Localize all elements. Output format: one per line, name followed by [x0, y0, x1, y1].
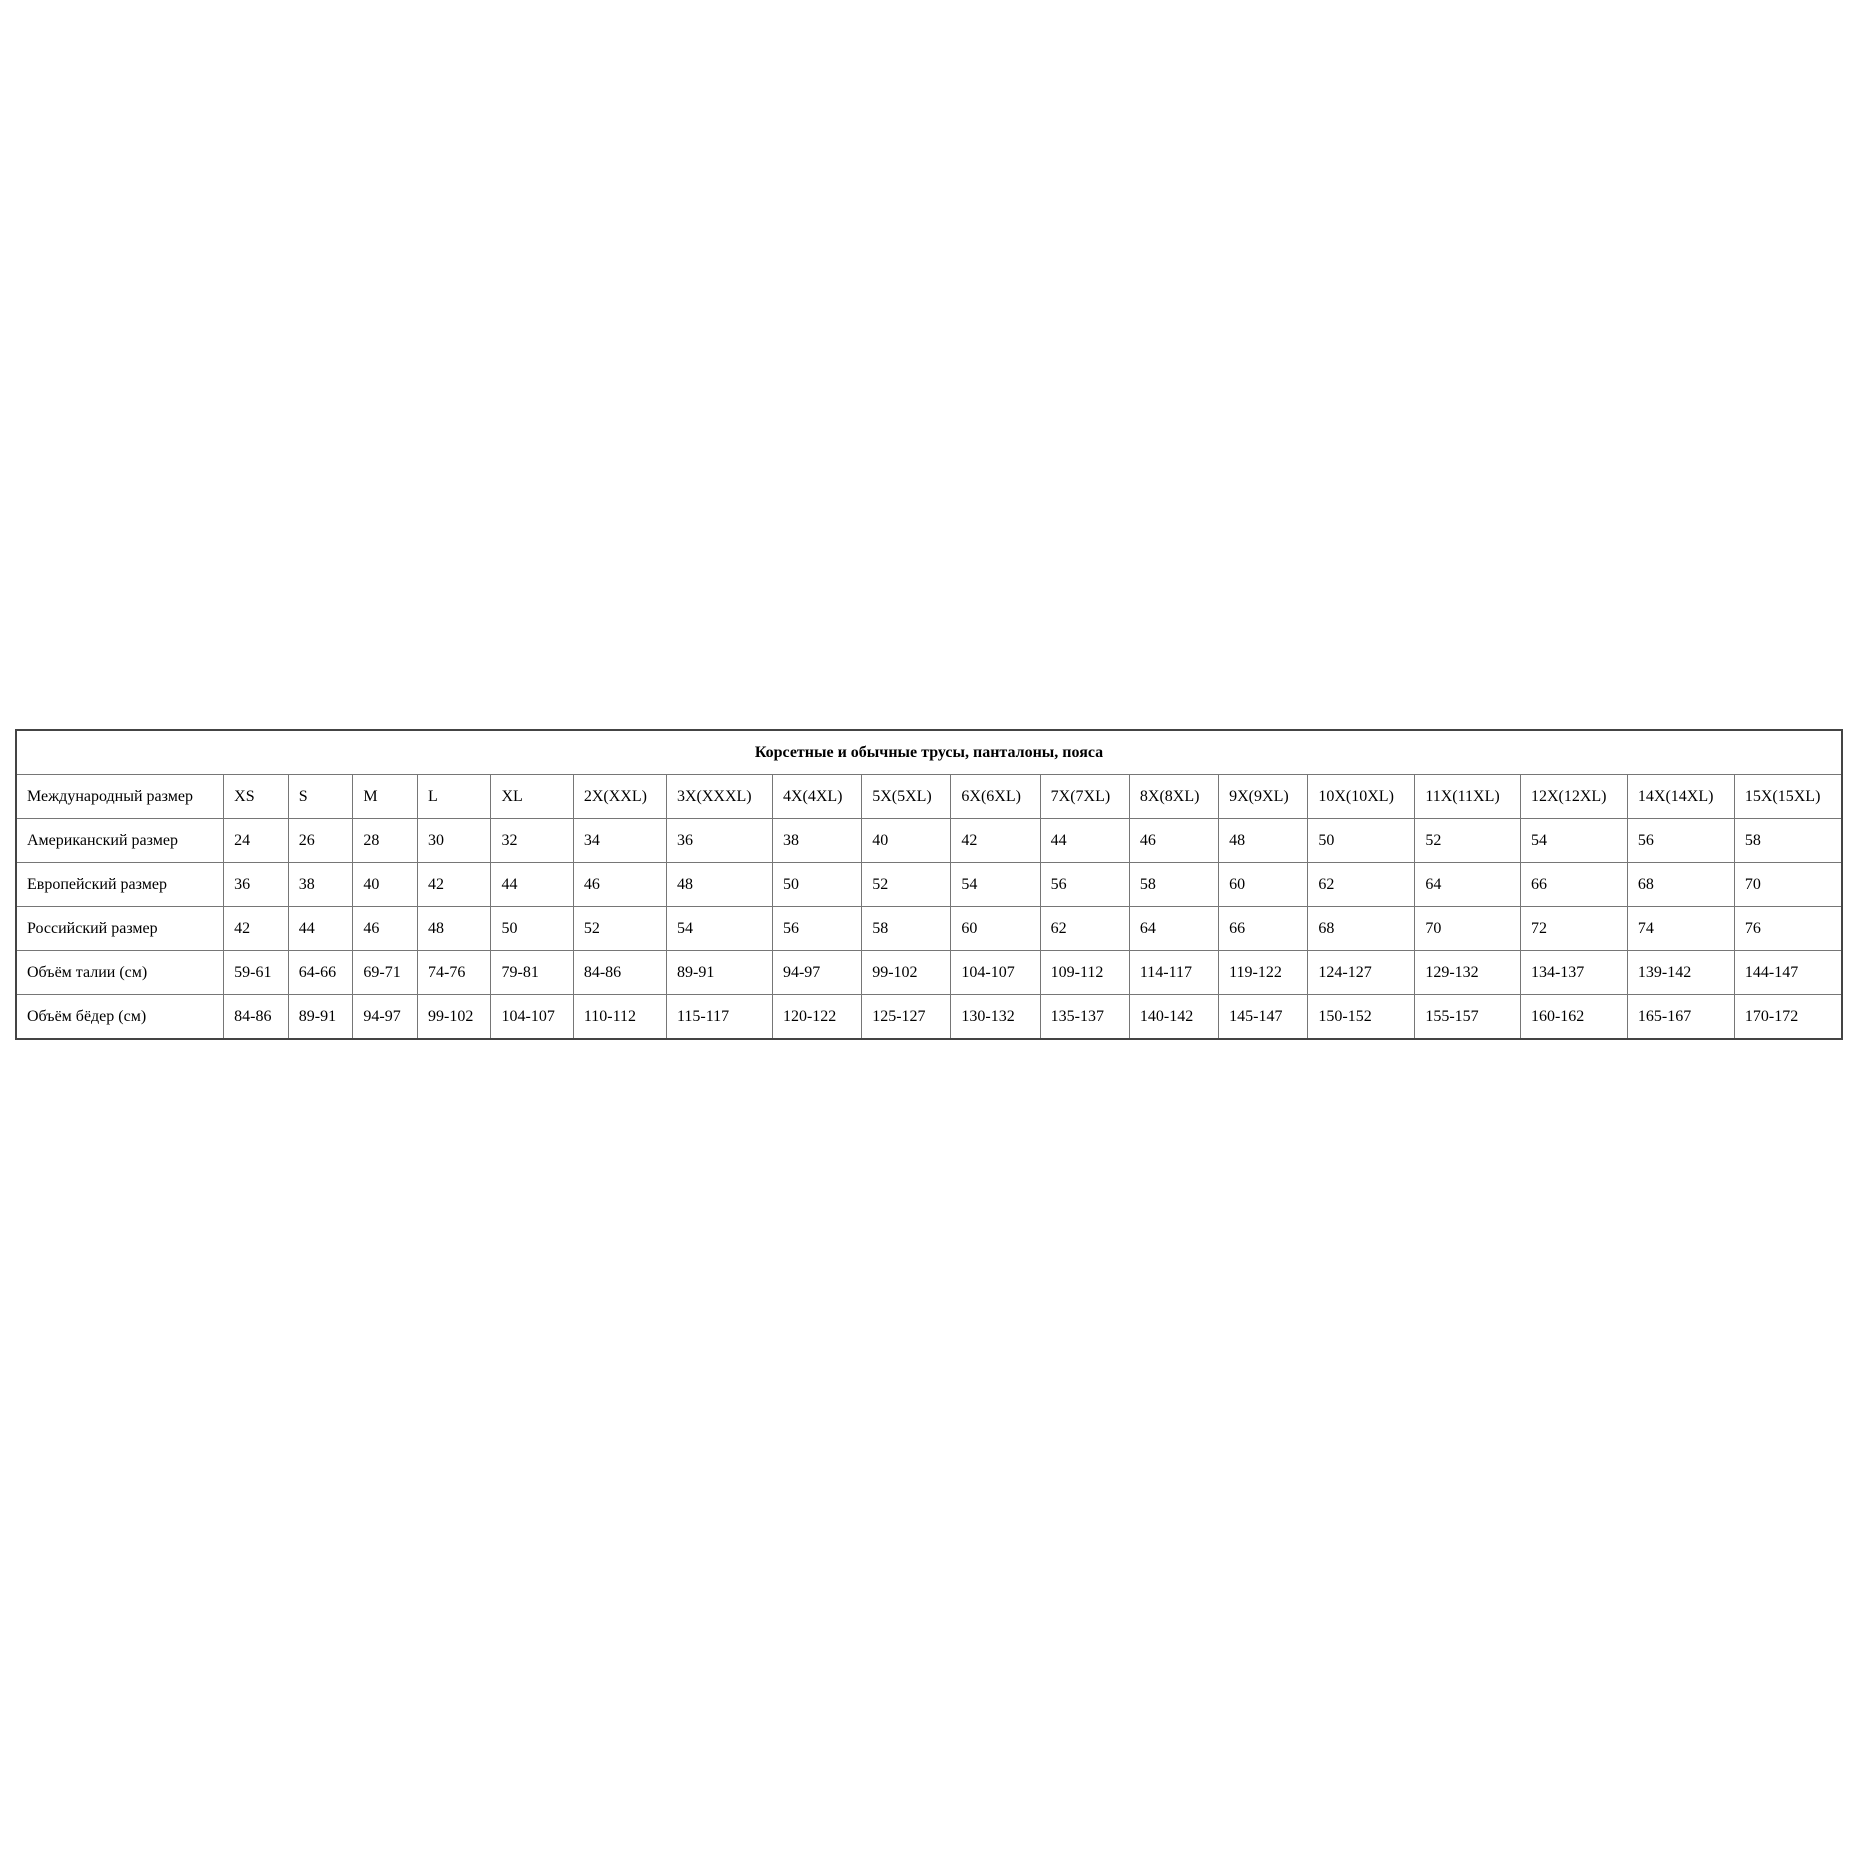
table-cell: 64 — [1129, 907, 1218, 951]
table-cell: 50 — [772, 863, 861, 907]
table-cell: 44 — [288, 907, 353, 951]
table-cell: 89-91 — [288, 995, 353, 1040]
table-cell: 70 — [1734, 863, 1842, 907]
table-cell: 50 — [1308, 819, 1415, 863]
table-cell: 129-132 — [1415, 951, 1521, 995]
table-cell: 54 — [666, 907, 772, 951]
table-cell: XL — [491, 775, 573, 819]
table-cell: 12X(12XL) — [1520, 775, 1627, 819]
table-cell: 52 — [1415, 819, 1521, 863]
table-cell: 60 — [1219, 863, 1308, 907]
table-cell: 3X(XXXL) — [666, 775, 772, 819]
table-cell: 34 — [573, 819, 666, 863]
table-cell: 104-107 — [951, 951, 1040, 995]
table-cell: 42 — [951, 819, 1040, 863]
table-cell: 42 — [418, 863, 491, 907]
row-label: Американский размер — [16, 819, 224, 863]
table-cell: 36 — [224, 863, 289, 907]
table-cell: 84-86 — [573, 951, 666, 995]
table-cell: 2X(XXL) — [573, 775, 666, 819]
table-cell: 10X(10XL) — [1308, 775, 1415, 819]
table-cell: 74-76 — [418, 951, 491, 995]
table-cell: 6X(6XL) — [951, 775, 1040, 819]
table-cell: 58 — [1129, 863, 1218, 907]
table-cell: 70 — [1415, 907, 1521, 951]
table-cell: 59-61 — [224, 951, 289, 995]
table-cell: 68 — [1627, 863, 1734, 907]
table-cell: 145-147 — [1219, 995, 1308, 1040]
table-cell: 72 — [1520, 907, 1627, 951]
table-cell: 38 — [288, 863, 353, 907]
table-cell: 5X(5XL) — [862, 775, 951, 819]
row-label: Европейский размер — [16, 863, 224, 907]
table-cell: 24 — [224, 819, 289, 863]
size-chart-table — [15, 729, 1843, 1040]
table-cell: 62 — [1040, 907, 1129, 951]
table-cell: 56 — [1040, 863, 1129, 907]
table-cell: 109-112 — [1040, 951, 1129, 995]
table-cell: L — [418, 775, 491, 819]
table-cell: 104-107 — [491, 995, 573, 1040]
table-cell: 64-66 — [288, 951, 353, 995]
table-row — [16, 775, 1842, 819]
table-row — [16, 951, 1842, 995]
table-cell: 15X(15XL) — [1734, 775, 1842, 819]
table-cell: 44 — [1040, 819, 1129, 863]
table-row — [16, 819, 1842, 863]
table-cell: 40 — [862, 819, 951, 863]
table-cell: 56 — [1627, 819, 1734, 863]
table-cell: 89-91 — [666, 951, 772, 995]
table-cell: 44 — [491, 863, 573, 907]
table-cell: 56 — [772, 907, 861, 951]
table-cell: 46 — [1129, 819, 1218, 863]
table-cell: 150-152 — [1308, 995, 1415, 1040]
table-cell: S — [288, 775, 353, 819]
table-cell: XS — [224, 775, 289, 819]
table-cell: 48 — [1219, 819, 1308, 863]
table-cell: 46 — [353, 907, 418, 951]
table-cell: 170-172 — [1734, 995, 1842, 1040]
size-chart-table-body — [16, 730, 1842, 1039]
table-cell: 46 — [573, 863, 666, 907]
table-cell: 114-117 — [1129, 951, 1218, 995]
table-cell: 62 — [1308, 863, 1415, 907]
table-cell: 66 — [1219, 907, 1308, 951]
table-cell: 74 — [1627, 907, 1734, 951]
table-cell: 40 — [353, 863, 418, 907]
table-cell: 94-97 — [353, 995, 418, 1040]
table-row — [16, 995, 1842, 1040]
row-label: Объём талии (см) — [16, 951, 224, 995]
table-cell: 32 — [491, 819, 573, 863]
table-cell: 124-127 — [1308, 951, 1415, 995]
table-cell: 9X(9XL) — [1219, 775, 1308, 819]
table-cell: 7X(7XL) — [1040, 775, 1129, 819]
table-cell: 125-127 — [862, 995, 951, 1040]
table-cell: 110-112 — [573, 995, 666, 1040]
table-cell: 79-81 — [491, 951, 573, 995]
table-cell: 160-162 — [1520, 995, 1627, 1040]
table-cell: 38 — [772, 819, 861, 863]
table-cell: 8X(8XL) — [1129, 775, 1218, 819]
table-cell: 144-147 — [1734, 951, 1842, 995]
table-cell: M — [353, 775, 418, 819]
table-cell: 26 — [288, 819, 353, 863]
table-cell: 4X(4XL) — [772, 775, 861, 819]
table-cell: 84-86 — [224, 995, 289, 1040]
table-cell: 68 — [1308, 907, 1415, 951]
table-cell: 115-117 — [666, 995, 772, 1040]
table-cell: 165-167 — [1627, 995, 1734, 1040]
table-cell: 119-122 — [1219, 951, 1308, 995]
table-row — [16, 907, 1842, 951]
table-cell: 60 — [951, 907, 1040, 951]
table-cell: 130-132 — [951, 995, 1040, 1040]
table-cell: 50 — [491, 907, 573, 951]
table-cell: 120-122 — [772, 995, 861, 1040]
table-cell: 94-97 — [772, 951, 861, 995]
table-cell: 139-142 — [1627, 951, 1734, 995]
table-cell: 135-137 — [1040, 995, 1129, 1040]
table-cell: 11X(11XL) — [1415, 775, 1521, 819]
table-cell: 52 — [573, 907, 666, 951]
table-cell: 155-157 — [1415, 995, 1521, 1040]
table-title-row — [16, 730, 1842, 775]
table-cell: 58 — [862, 907, 951, 951]
table-cell: 58 — [1734, 819, 1842, 863]
table-cell: 54 — [951, 863, 1040, 907]
table-cell: 140-142 — [1129, 995, 1218, 1040]
table-cell: 76 — [1734, 907, 1842, 951]
table-cell: 14X(14XL) — [1627, 775, 1734, 819]
table-cell: 134-137 — [1520, 951, 1627, 995]
row-label: Объём бёдер (см) — [16, 995, 224, 1040]
table-cell: 48 — [418, 907, 491, 951]
table-cell: 99-102 — [862, 951, 951, 995]
table-cell: 66 — [1520, 863, 1627, 907]
row-label: Международный размер — [16, 775, 224, 819]
table-cell: 52 — [862, 863, 951, 907]
row-label: Российский размер — [16, 907, 224, 951]
table-row — [16, 863, 1842, 907]
table-cell: 64 — [1415, 863, 1521, 907]
table-cell: 69-71 — [353, 951, 418, 995]
table-cell: 28 — [353, 819, 418, 863]
table-title: Корсетные и обычные трусы, панталоны, пояса — [16, 730, 1842, 775]
table-cell: 36 — [666, 819, 772, 863]
table-cell: 99-102 — [418, 995, 491, 1040]
table-cell: 54 — [1520, 819, 1627, 863]
table-cell: 30 — [418, 819, 491, 863]
table-cell: 42 — [224, 907, 289, 951]
table-cell: 48 — [666, 863, 772, 907]
